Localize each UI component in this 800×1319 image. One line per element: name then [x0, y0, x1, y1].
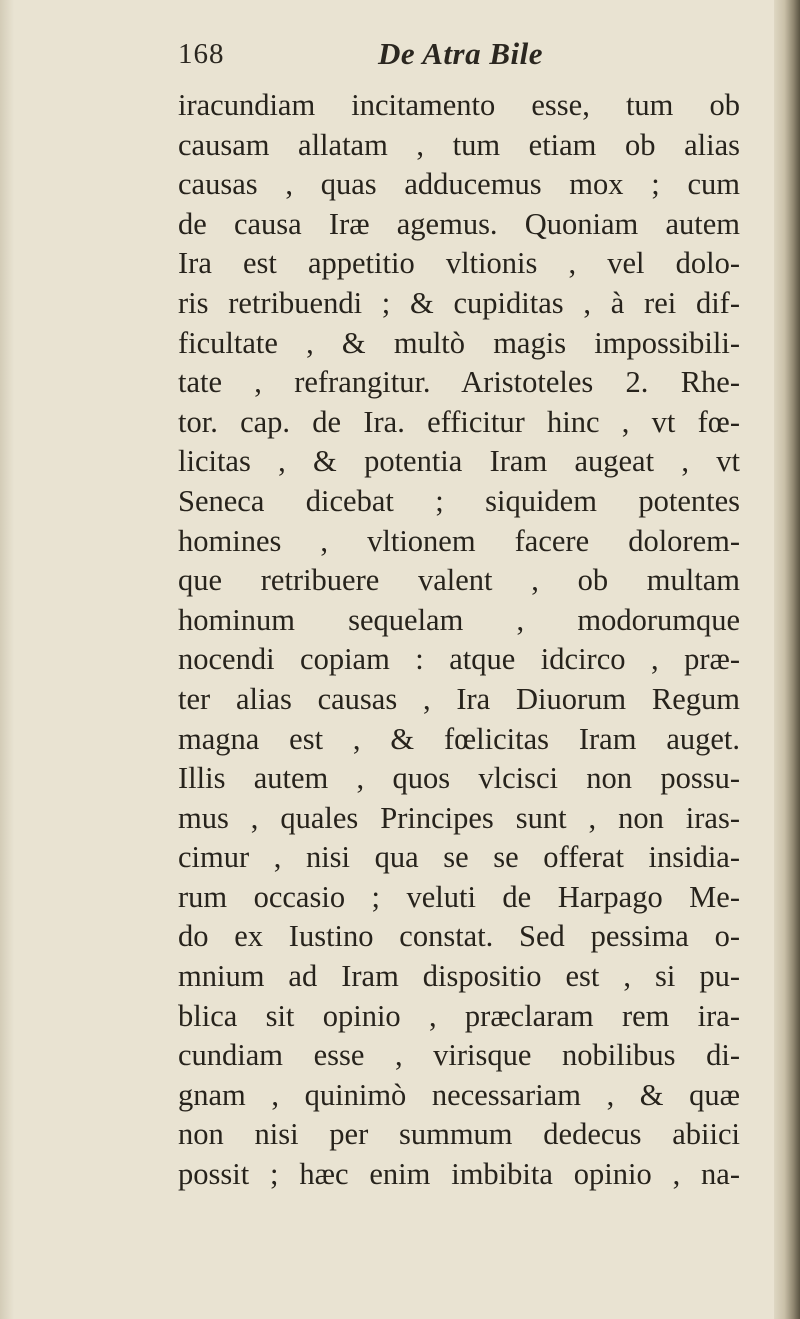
text-line: iracundiam incitamento esse, tum ob — [178, 88, 740, 122]
text-line: possit ; hæc enim imbibita opinio , na- — [178, 1157, 740, 1192]
text-line: causas , quas adducemus mox ; cum — [178, 167, 740, 202]
text-line: ter alias causas , Ira Diuorum Regum — [178, 681, 740, 716]
text-line: rum occasio ; veluti de Harpago Me- — [178, 879, 740, 914]
page-number: 168 — [178, 38, 225, 70]
text-line: gnam , quinimò necessariam , & quæ — [178, 1077, 740, 1112]
text-line: non nisi per summum dedecus abiici — [178, 1117, 740, 1152]
text-line: ficultate , & multò magis impossibili- — [178, 325, 740, 360]
text-line: Ira est appetitio vltionis , vel dolo- — [178, 246, 740, 281]
text-line: magna est , & fœlicitas Iram auget. — [178, 721, 740, 756]
running-title: De Atra Bile — [378, 36, 544, 71]
text-line: que retribuere valent , ob multam — [178, 563, 740, 598]
text-line: tor. cap. de Ira. efficitur hinc , vt fœ- — [178, 404, 740, 439]
text-line: cundiam esse , virisque nobilibus di- — [178, 1038, 740, 1073]
body-text — [178, 86, 740, 1195]
text-line: do ex Iustino constat. Sed pessima o- — [178, 919, 740, 954]
page-edge-shadow — [774, 0, 800, 1319]
text-line: de causa Iræ agemus. Quoniam autem — [178, 206, 740, 241]
text-line: ris retribuendi ; & cupiditas , à rei dif- — [178, 285, 740, 320]
page-gutter-shadow — [0, 0, 14, 1319]
text-line: Illis autem , quos vlcisci non possu- — [178, 761, 740, 796]
text-line: hominum sequelam , modorumque — [178, 602, 740, 637]
running-head — [178, 38, 698, 84]
text-line: tate , refrangitur. Aristoteles 2. Rhe- — [178, 365, 740, 400]
text-line: licitas , & potentia Iram augeat , vt — [178, 444, 740, 479]
text-line: blica sit opinio , præclaram rem ira- — [178, 998, 740, 1033]
text-line: homines , vltionem facere dolorem- — [178, 523, 740, 558]
text-line: causam allatam , tum etiam ob alias — [178, 127, 740, 162]
text-line: cimur , nisi qua se se offerat insidia- — [178, 840, 740, 875]
text-line: Seneca dicebat ; siquidem potentes — [178, 483, 740, 518]
text-line: nocendi copiam : atque idcirco , præ- — [178, 642, 740, 677]
text-line: mnium ad Iram dispositio est , si pu- — [178, 959, 740, 994]
text-line: mus , quales Principes sunt , non iras- — [178, 800, 740, 835]
